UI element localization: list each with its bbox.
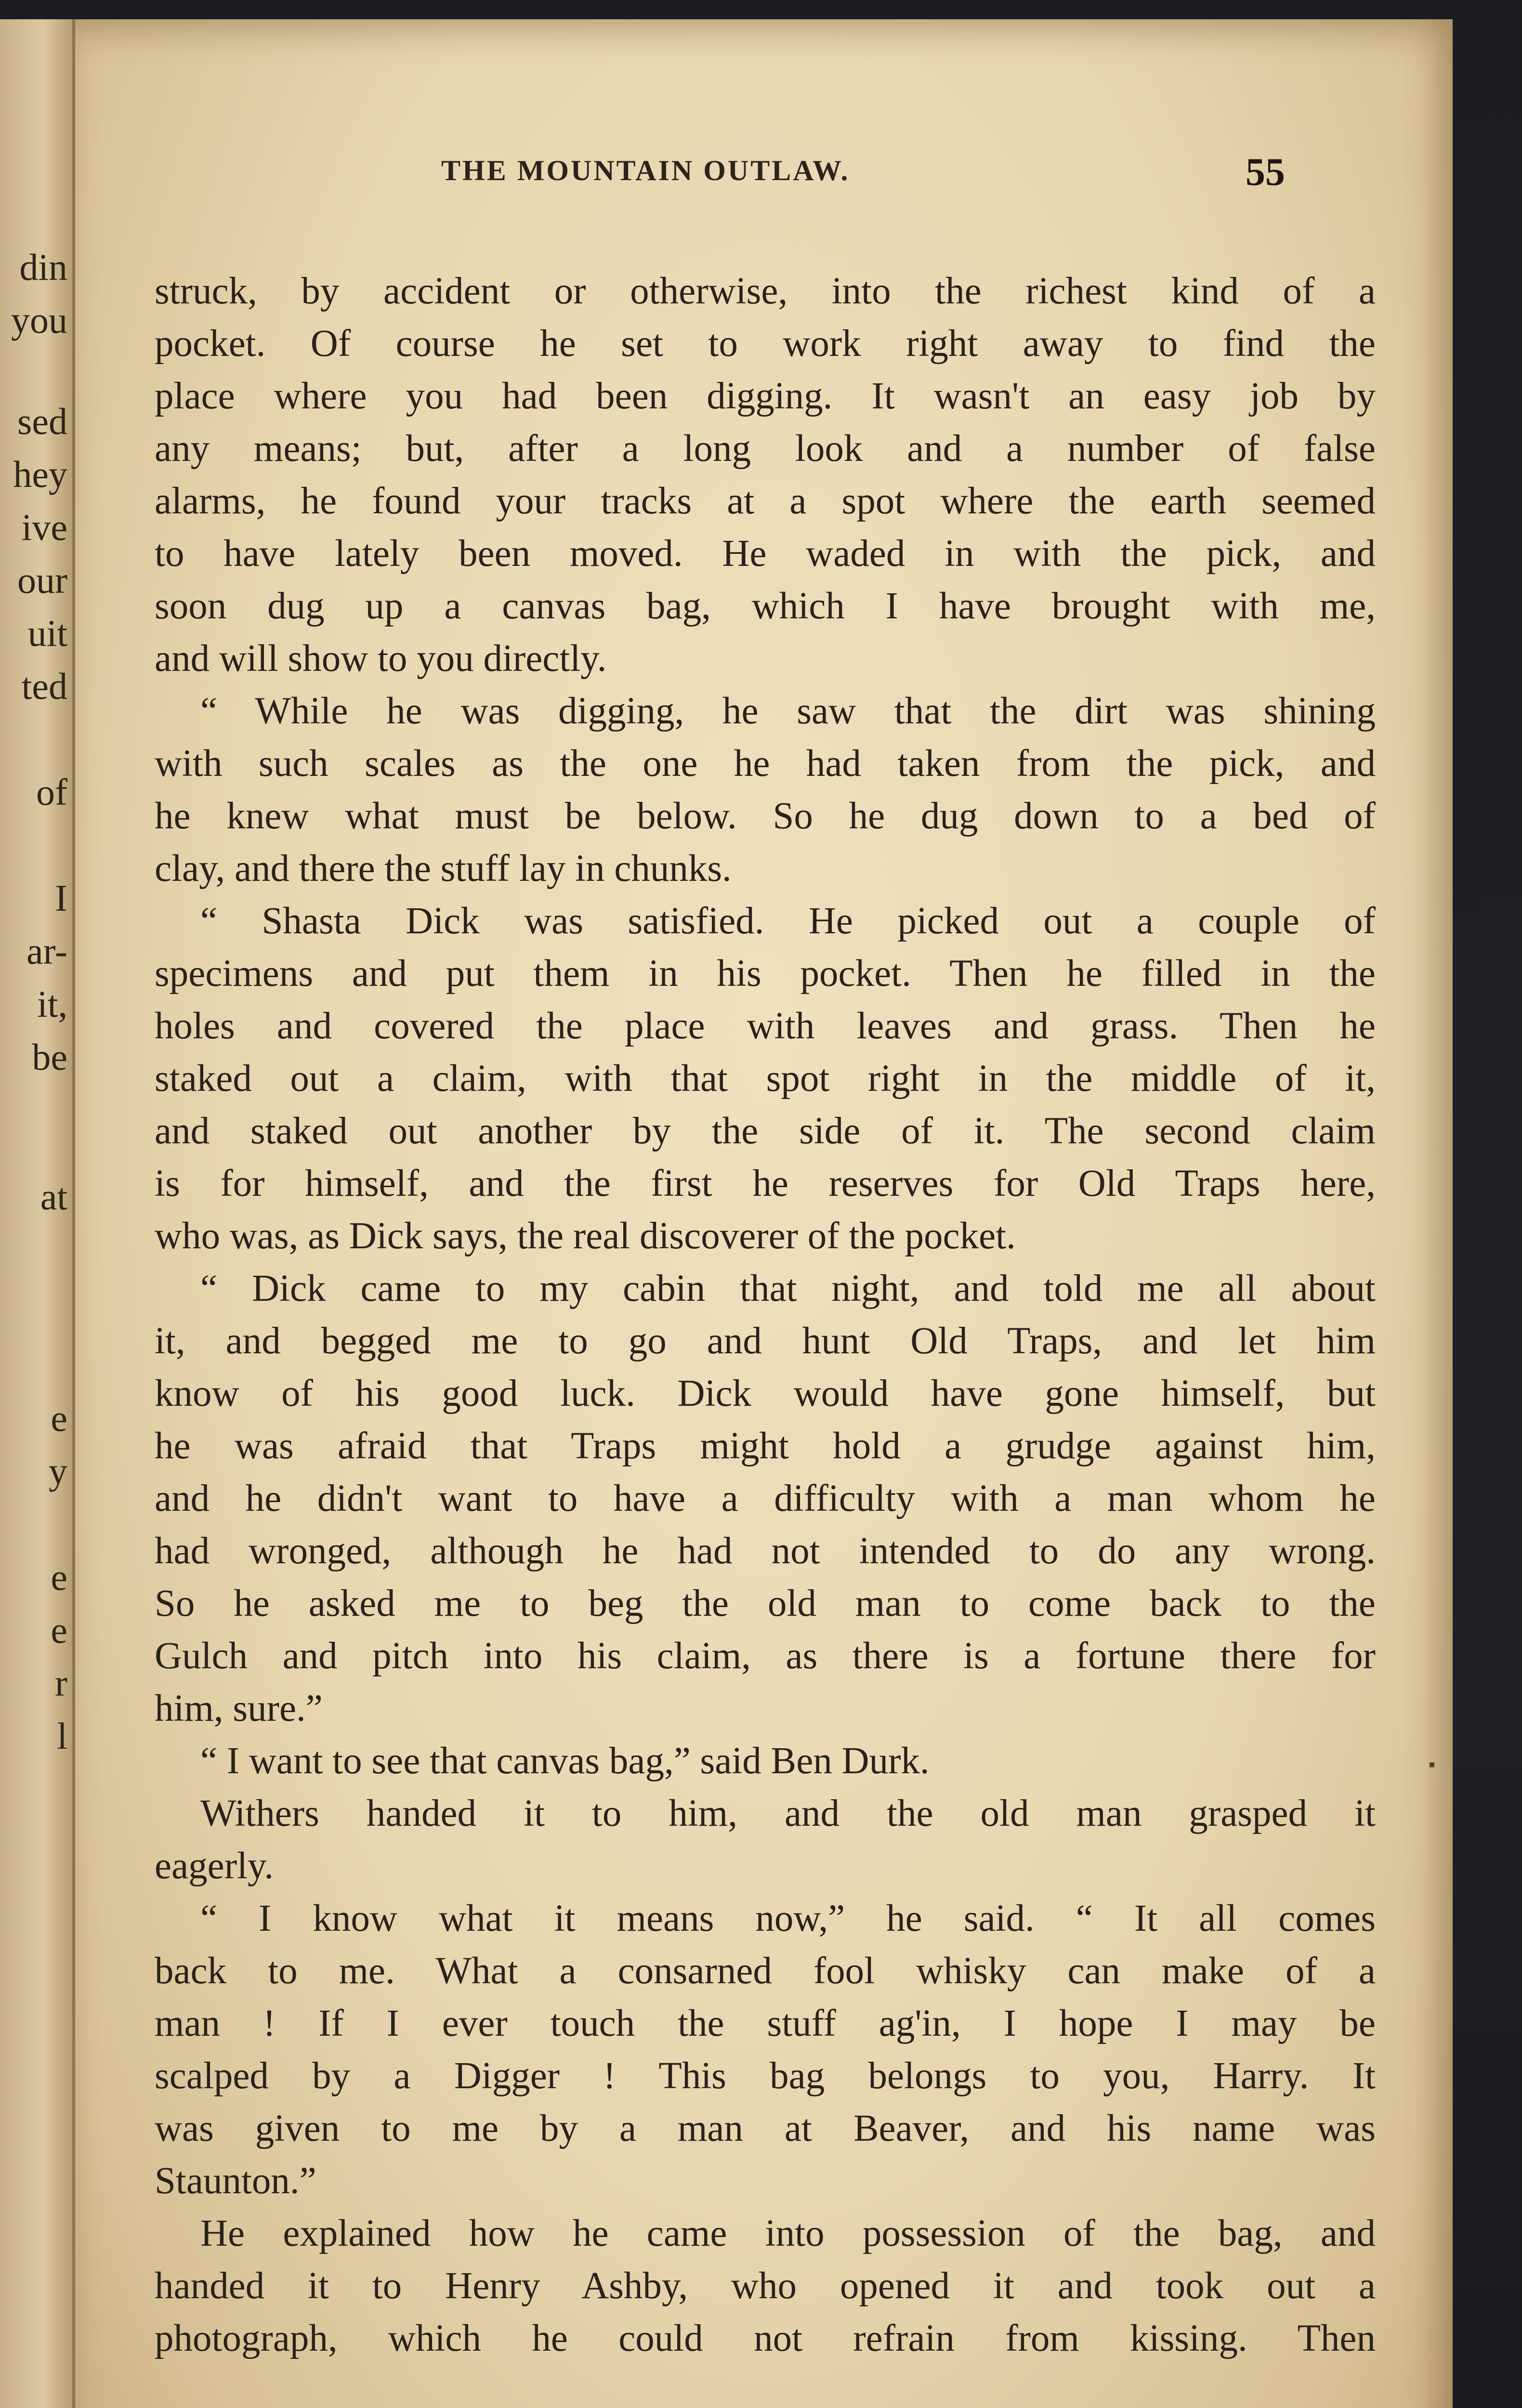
previous-page-fragment: uit xyxy=(27,612,67,654)
text-line: and he didn't want to have a difficulty with a man whom he xyxy=(155,1478,1376,1519)
text-line: he knew what must be below. So he dug down to a bed of xyxy=(155,795,1376,837)
page-number: 55 xyxy=(1246,150,1285,194)
text-line: back to me. What a consarned fool whisky can make of a xyxy=(155,1950,1376,1992)
text-line: is for himself, and the first he reserves for Old Traps here, xyxy=(155,1163,1376,1204)
text-line: “ I want to see that canvas bag,” said Ben Durk. xyxy=(200,1740,930,1782)
previous-page-fragment: at xyxy=(40,1176,67,1217)
text-line: “ Shasta Dick was satisfied. He picked out a couple of xyxy=(200,900,1376,942)
text-line: clay, and there the stuff lay in chunks. xyxy=(155,848,732,890)
text-line: alarms, he found your tracks at a spot where the earth seemed xyxy=(155,480,1376,522)
text-line: soon dug up a canvas bag, which I have brought with me, xyxy=(155,585,1376,627)
text-line: “ While he was digging, he saw that the dirt was shining xyxy=(200,690,1376,732)
text-line: handed it to Henry Ashby, who opened it and took out a xyxy=(155,2265,1376,2307)
text-line: eagerly. xyxy=(155,1845,274,1887)
text-line: “ I know what it means now,” he said. “ It all comes xyxy=(200,1898,1376,1939)
previous-page-fragment: it, xyxy=(37,983,67,1025)
body-text xyxy=(155,265,1376,2365)
previous-page-fragment: e xyxy=(51,1556,67,1598)
text-line: staked out a claim, with that spot right in the middle of it, xyxy=(155,1058,1376,1099)
paper-speck: ▪ xyxy=(1429,1754,1436,1775)
text-line: scalped by a Digger ! This bag belongs to you, Harry. It xyxy=(155,2055,1376,2097)
previous-page-fragment: hey xyxy=(13,453,67,495)
text-line: So he asked me to beg the old man to come back to the xyxy=(155,1583,1376,1624)
running-title: THE MOUNTAIN OUTLAW. xyxy=(441,155,850,186)
text-line: know of his good luck. Dick would have gone himself, but xyxy=(155,1373,1376,1414)
previous-page-fragment: you xyxy=(11,299,67,341)
previous-page-fragment: e xyxy=(51,1397,67,1439)
text-line: photograph, which he could not refrain from kissing. Then xyxy=(155,2317,1376,2359)
previous-page-fragment: r xyxy=(55,1662,67,1704)
previous-page-edge xyxy=(0,19,77,2408)
book-page xyxy=(72,19,1453,2408)
previous-page-fragment: ive xyxy=(21,506,67,548)
text-line: man ! If I ever touch the stuff ag'in, I hope I may be xyxy=(155,2002,1376,2044)
text-line: had wronged, although he had not intended to do any wrong. xyxy=(155,1530,1376,1572)
previous-page-fragment: our xyxy=(17,559,67,601)
previous-page-fragment: l xyxy=(57,1715,67,1757)
text-line: Gulch and pitch into his claim, as there is a fortune there for xyxy=(155,1635,1376,1677)
text-line: him, sure.” xyxy=(155,1688,323,1729)
text-line: He explained how he came into possession of the bag, and xyxy=(200,2212,1376,2254)
text-line: “ Dick came to my cabin that night, and told me all about xyxy=(200,1268,1376,1309)
previous-page-fragment: be xyxy=(32,1036,67,1078)
text-line: and staked out another by the side of it. The second claim xyxy=(155,1110,1376,1152)
text-line: Withers handed it to him, and the old man grasped it xyxy=(200,1793,1376,1834)
text-line: holes and covered the place with leaves and grass. Then he xyxy=(155,1005,1376,1047)
previous-page-fragment: ted xyxy=(21,665,67,707)
previous-page-fragment: I xyxy=(55,877,67,919)
text-line: was given to me by a man at Beaver, and his name was xyxy=(155,2107,1376,2149)
previous-page-fragment: e xyxy=(51,1609,67,1651)
text-line: struck, by accident or otherwise, into the richest kind of a xyxy=(155,270,1376,312)
text-line: he was afraid that Traps might hold a grudge against him, xyxy=(155,1425,1376,1467)
previous-page-fragment: of xyxy=(36,771,67,813)
text-line: and will show to you directly. xyxy=(155,638,607,680)
text-line: any means; but, after a long look and a number of false xyxy=(155,428,1376,470)
previous-page-fragment: ar- xyxy=(26,930,67,972)
previous-page-fragment: din xyxy=(19,246,67,288)
previous-page-fragment: y xyxy=(49,1450,67,1492)
page-header xyxy=(75,149,1453,197)
text-line: to have lately been moved. He waded in with the pick, and xyxy=(155,533,1376,575)
text-line: place where you had been digging. It wasn't an easy job by xyxy=(155,375,1376,417)
text-line: who was, as Dick says, the real discoverer of the pocket. xyxy=(155,1215,1016,1257)
previous-page-fragment: sed xyxy=(17,400,67,442)
text-line: specimens and put them in his pocket. Then he filled in the xyxy=(155,953,1376,995)
text-line: Staunton.” xyxy=(155,2160,316,2202)
text-line: it, and begged me to go and hunt Old Traps, and let him xyxy=(155,1320,1376,1362)
text-line: with such scales as the one he had taken from the pick, and xyxy=(155,743,1376,785)
text-line: pocket. Of course he set to work right away to find the xyxy=(155,323,1376,365)
